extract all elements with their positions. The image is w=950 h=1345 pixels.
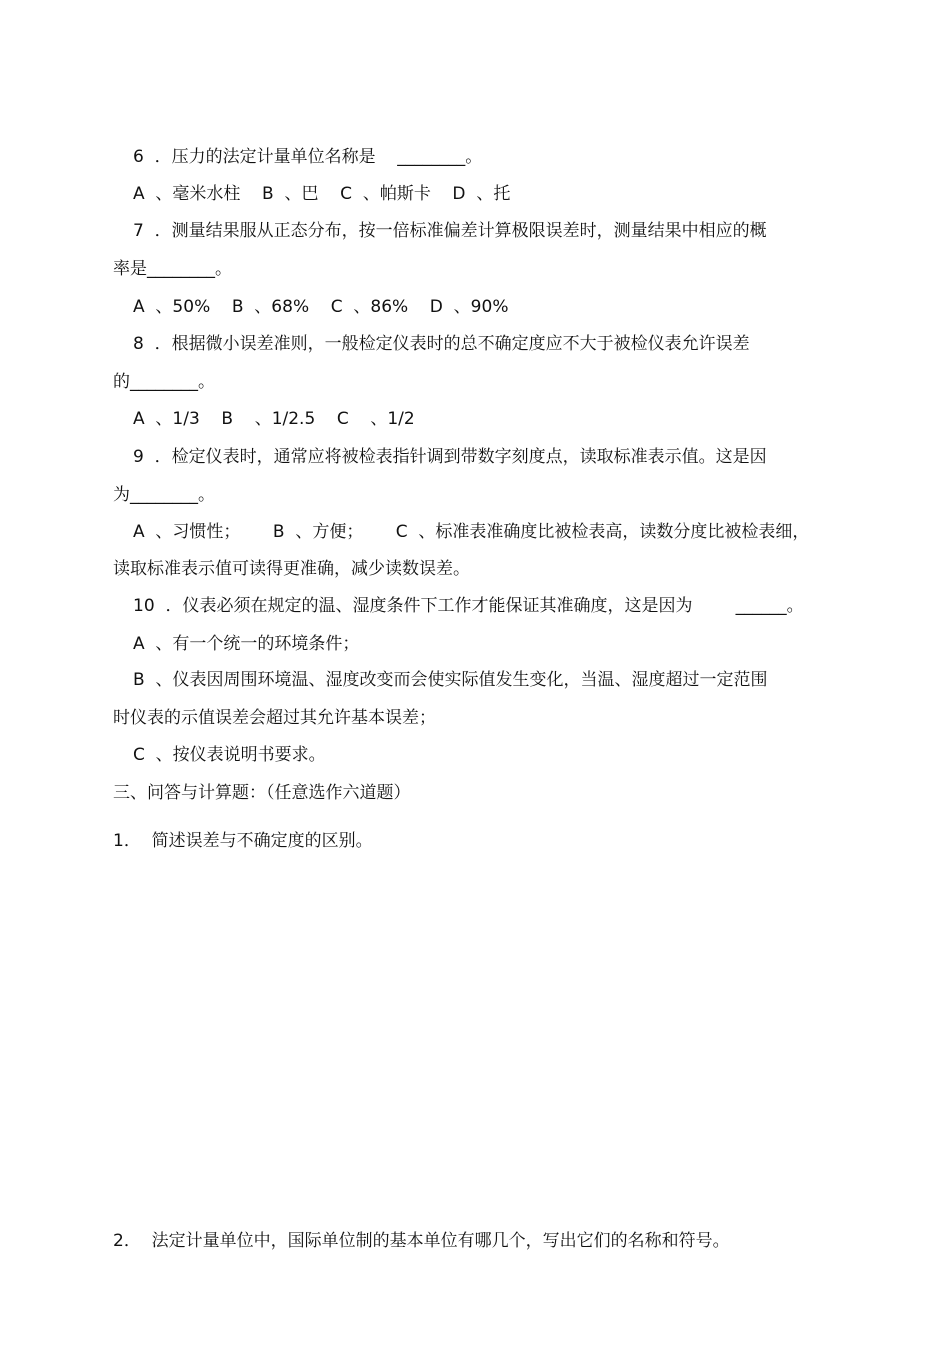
question-10-option-b: B 、仪表因周围环境温、湿度改变而会使实际值发生变化，当温、湿度超过一定范围 — [133, 670, 768, 690]
section-3-item-2: 2． 法定计量单位中，国际单位制的基本单位有哪几个，写出它们的名称和符号。 — [113, 1231, 730, 1251]
question-7-options: A 、50% B 、68% C 、86% D 、90% — [133, 297, 509, 317]
question-8-stem: 8 ．根据微小误差准则，一般检定仪表时的总不确定度应不大于被检仪表允许误差 — [133, 334, 750, 354]
question-8-options: A 、1/3 B 、1/2.5 C 、1/2 — [133, 409, 415, 429]
question-6-options: A 、毫米水柱 B 、巴 C 、帕斯卡 D 、托 — [133, 184, 511, 204]
question-10-option-b-continued: 时仪表的示值误差会超过其允许基本误差； — [113, 708, 436, 728]
question-7-stem-continued: 率是________。 — [113, 259, 232, 279]
section-3-item-1: 1． 简述误差与不确定度的区别。 — [113, 831, 373, 851]
question-8-stem-continued: 的________。 — [113, 372, 215, 392]
question-7-stem: 7 ．测量结果服从正态分布，按一倍标准偏差计算极限误差时，测量结果中相应的概 — [133, 221, 767, 241]
question-6-stem: 6 ．压力的法定计量单位名称是 ________。 — [133, 147, 483, 167]
question-9-stem-continued: 为________。 — [113, 485, 215, 505]
question-10-option-c: C 、按仪表说明书要求。 — [133, 745, 326, 765]
question-9-stem: 9 ．检定仪表时，通常应将被检表指针调到带数字刻度点，读取标准表示值。这是因 — [133, 447, 767, 467]
question-9-options: A 、习惯性； B 、方便； C 、标准表准确度比被检表高，读数分度比被检表细， — [133, 522, 810, 542]
question-9-options-continued: 读取标准表示值可读得更准确，减少读数误差。 — [113, 559, 470, 579]
question-10-option-a: A 、有一个统一的环境条件； — [133, 634, 360, 654]
section-3-heading: 三、问答与计算题：（任意选作六道题） — [113, 783, 411, 803]
question-10-stem: 10 ．仪表必须在规定的温、湿度条件下工作才能保证其准确度，这是因为 ______。 — [133, 596, 804, 616]
